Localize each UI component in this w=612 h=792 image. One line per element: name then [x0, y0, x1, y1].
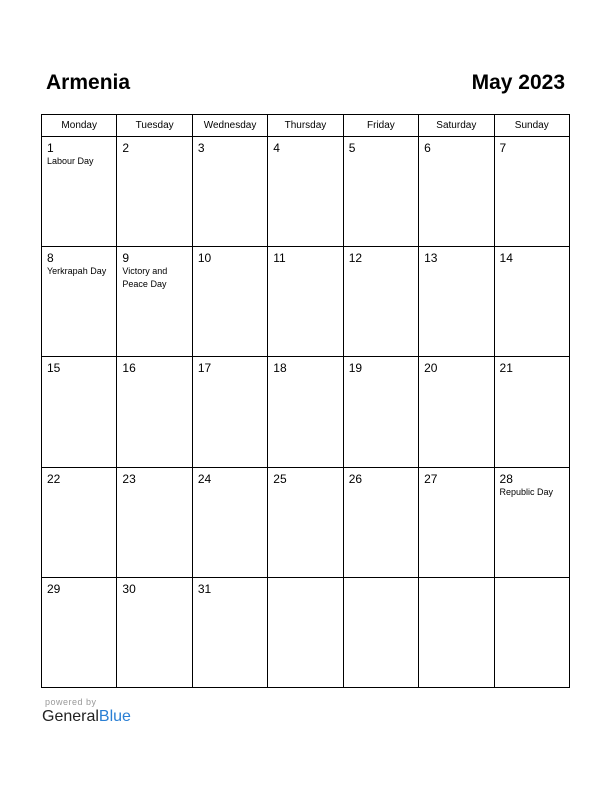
day-cell — [268, 137, 343, 247]
day-number: 14 — [499, 251, 513, 266]
day-cell — [42, 137, 117, 247]
week-row — [42, 357, 570, 467]
weekday-header: Friday — [343, 115, 418, 137]
day-number: 29 — [47, 581, 61, 596]
week-row — [42, 137, 570, 247]
weekday-header: Thursday — [268, 115, 343, 137]
day-cell — [117, 357, 192, 467]
holiday-label: Republic Day — [499, 486, 554, 497]
day-number: 17 — [197, 361, 212, 376]
day-cell — [419, 247, 494, 357]
calendar-grid — [41, 114, 570, 688]
day-number: 26 — [348, 471, 363, 486]
day-cell — [494, 577, 569, 687]
day-cell — [419, 467, 494, 577]
week-row — [42, 577, 570, 687]
day-cell — [494, 137, 569, 247]
weekday-header-row — [42, 115, 570, 137]
day-cell — [419, 137, 494, 247]
day-cell — [117, 577, 192, 687]
day-number: 23 — [122, 471, 136, 486]
day-cell — [192, 247, 267, 357]
day-cell — [494, 247, 569, 357]
weekday-header: Saturday — [419, 115, 494, 137]
day-cell — [343, 357, 418, 467]
day-number: 11 — [273, 251, 286, 266]
day-number: 15 — [47, 361, 61, 376]
day-number: 20 — [424, 361, 438, 376]
weekday-header: Monday — [42, 115, 117, 137]
day-number: 8 — [47, 251, 54, 266]
day-number: 3 — [197, 141, 205, 155]
day-number: 6 — [424, 141, 431, 155]
day-cell — [42, 247, 117, 357]
day-number: 10 — [197, 251, 212, 266]
week-row — [42, 467, 570, 577]
day-cell — [42, 577, 117, 687]
day-number: 22 — [47, 471, 61, 486]
day-cell — [42, 467, 117, 577]
day-number — [419, 578, 493, 582]
day-number: 13 — [424, 251, 438, 266]
holiday-label: Victory and Peace Day — [122, 266, 168, 290]
day-cell — [343, 577, 418, 687]
day-cell — [117, 247, 192, 357]
day-cell — [117, 137, 192, 247]
day-cell — [343, 247, 418, 357]
day-number: 5 — [348, 141, 356, 155]
day-cell — [192, 577, 267, 687]
day-cell — [42, 357, 117, 467]
brand-general-text: General — [42, 708, 99, 725]
day-cell — [268, 577, 343, 687]
day-cell — [343, 137, 418, 247]
day-number: 18 — [273, 361, 287, 376]
day-cell — [494, 357, 569, 467]
day-number: 19 — [348, 361, 363, 376]
day-cell — [117, 467, 192, 577]
day-number: 27 — [424, 471, 438, 486]
day-number: 4 — [273, 141, 280, 155]
day-number: 16 — [122, 361, 136, 376]
holiday-label: Yerkrapah Day — [47, 266, 107, 277]
day-number: 9 — [122, 251, 130, 266]
day-cell — [192, 137, 267, 247]
month-year-title: May 2023 — [471, 71, 565, 94]
day-number: 24 — [197, 471, 212, 486]
generalblue-logo[interactable] — [42, 708, 131, 726]
day-number: 21 — [499, 361, 513, 376]
weekday-header: Tuesday — [117, 115, 192, 137]
day-number: 31 — [197, 581, 212, 596]
day-cell — [494, 467, 569, 577]
day-cell — [419, 577, 494, 687]
day-cell — [268, 357, 343, 467]
day-number — [268, 578, 342, 582]
powered-by-text: powered by — [45, 697, 97, 707]
day-number — [344, 578, 418, 582]
weekday-header: Wednesday — [192, 115, 267, 137]
day-number: 25 — [273, 471, 287, 486]
country-title: Armenia — [46, 71, 131, 94]
weekday-header: Sunday — [494, 115, 569, 137]
day-number: 7 — [499, 141, 507, 155]
day-cell — [268, 467, 343, 577]
day-number: 2 — [122, 141, 130, 155]
day-number: 12 — [348, 251, 363, 266]
day-cell — [192, 467, 267, 577]
week-row — [42, 247, 570, 357]
day-cell — [192, 357, 267, 467]
day-number: 1 — [47, 141, 54, 155]
holiday-label: Labour Day — [47, 156, 94, 166]
brand-blue-text: Blue — [98, 708, 131, 725]
day-cell — [268, 247, 343, 357]
day-number: 28 — [499, 471, 513, 486]
day-cell — [343, 467, 418, 577]
day-cell — [419, 357, 494, 467]
day-number: 30 — [122, 581, 136, 596]
day-number — [495, 578, 569, 582]
